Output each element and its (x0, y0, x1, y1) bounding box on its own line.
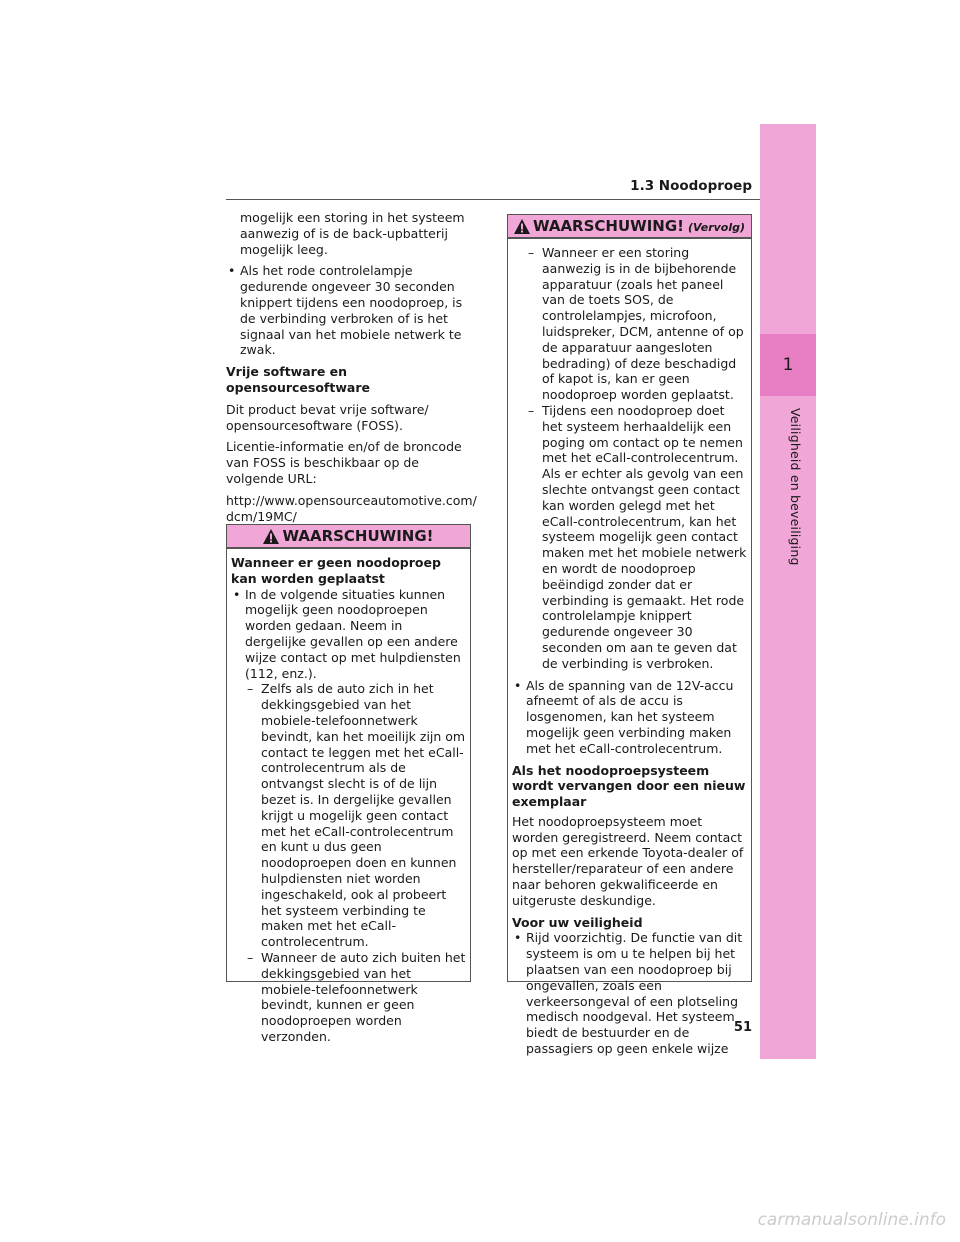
warning-icon (514, 219, 530, 234)
warning-right-dash-2: – Tijdens een noodoproep doet het systeem herhaaldelijk een poging om contact op te nemen met het eCall-controlecentrum. Als er echter als gevolg van een slechte ontvangst geen contact kan worden gelegd met het eCall-controlecentrum, kan het systeem mogelijk geen contact maken met het mobiele netwerk en wordt de noodoproep beëindigd zonder dat er verbinding is gemaakt. Het rode controlelampje knippert gedurende ongeveer 30 seconden om aan te geven dat de verbinding is verbroken. (528, 402, 747, 671)
foss-heading: Vrije software en opensourcesoftware (226, 364, 370, 395)
warning-header (227, 525, 470, 549)
warning-continued-label: (Vervolg) (688, 221, 746, 234)
page-number: 51 (733, 1020, 752, 1035)
warning-header-continued (508, 215, 751, 239)
warning-dash-1: – Zelfs als de auto zich in het dekkingsgebied van het mobiele-telefoonnetwerk bevindt, kan het moeilijk zijn om contact te leggen met het eCall-controlecentrum als de ontvangst slecht is of de lijn bezet is. In dergelijke gevallen krijgt u mogelijk geen contact met het eCall-controlecentrum en kunt u dus geen noodoproepen doen en kunnen hulpdiensten niet worden ingeschakeld, ook al probeert het systeem verbinding te maken met het eCall-controlecentrum. (247, 681, 466, 950)
warning-bullet: • In de volgende situaties kunnen mogelijk geen noodoproepen worden gedaan. Neem in dergelijke gevallen op een andere wijze contact op met hulpdiensten (112, enz.). (231, 587, 466, 682)
header-divider (226, 199, 760, 200)
warning-title-continued: WAARSCHUWING! (532, 217, 684, 235)
left-column (226, 210, 476, 530)
chapter-number: 1 (760, 334, 816, 396)
watermark: carmanualsonline.info (757, 1210, 946, 1230)
replace-text: Het noodoproepsysteem moet worden geregistreerd. Neem contact op met een erkende Toyota-dealer of hersteller/reparateur of een andere naar behoren gekwalificeerde en uitgeruste deskundige. (512, 813, 744, 908)
chapter-side-tab (760, 124, 816, 1059)
warning-icon (263, 529, 279, 544)
continued-text: mogelijk een storing in het systeem aanwezig of is de back-upbatterij mogelijk leeg. (240, 210, 465, 257)
warning-dash-2: – Wanneer de auto zich buiten het dekkingsgebied van het mobiele-telefoonnetwerk bevindt, kunnen er geen noodoproepen worden verzonden. (247, 949, 466, 1044)
warning-subheading: Wanneer er geen noodoproep kan worden geplaatst (231, 555, 441, 586)
bullet-accu: • Als de spanning van de 12V-accu afneemt of als de accu is losgenomen, kan het systeem mogelijk geen verbinding maken met het eCall-controlecentrum. (512, 678, 747, 757)
replace-heading: Als het noodoproepsysteem wordt vervangen door een nieuw exemplaar (512, 762, 746, 810)
warning-box-left (226, 524, 471, 1044)
bullet-red-lamp: • Als het rode controlelampje gedurende ongeveer 30 seconden knippert tijdens een noodoproep, is de verbinding verbroken of is het signaal van het mobiele netwerk te zwak. (226, 263, 476, 358)
foss-paragraph-2: Licentie-informatie en/of de broncode van FOSS is beschikbaar op de volgende URL: (226, 439, 462, 486)
safety-heading: Voor uw veiligheid (512, 914, 643, 930)
warning-title: WAARSCHUWING! (282, 527, 434, 545)
section-title: 1.3 Noodoproep (630, 178, 752, 194)
foss-paragraph-1: Dit product bevat vrije software/ opensourcesoftware (FOSS). (226, 401, 429, 433)
safety-bullet: • Rijd voorzichtig. De functie van dit systeem is om u te helpen bij het plaatsen van een noodoproep bij ongevallen, zoals een verkeersongeval of een plotseling medisch noodgeval. Het systeem biedt de bestuurder en de passagiers op geen enkele wijze (512, 930, 747, 1056)
chapter-title: Veiligheid en beveiliging (788, 408, 803, 566)
foss-url[interactable]: http://www.opensourceautomotive.com/ dcm/19MC/ (226, 492, 477, 524)
warning-right-dash-1: – Wanneer er een storing aanwezig is in de bijbehorende apparatuur (zoals het paneel van de toets SOS, de controlelampjes, microfoon, luidspreker, DCM, antenne of op de apparatuur aangesloten bedrading) of deze beschadigd of kapot is, kan er geen noodoproep worden geplaatst. (528, 245, 744, 403)
